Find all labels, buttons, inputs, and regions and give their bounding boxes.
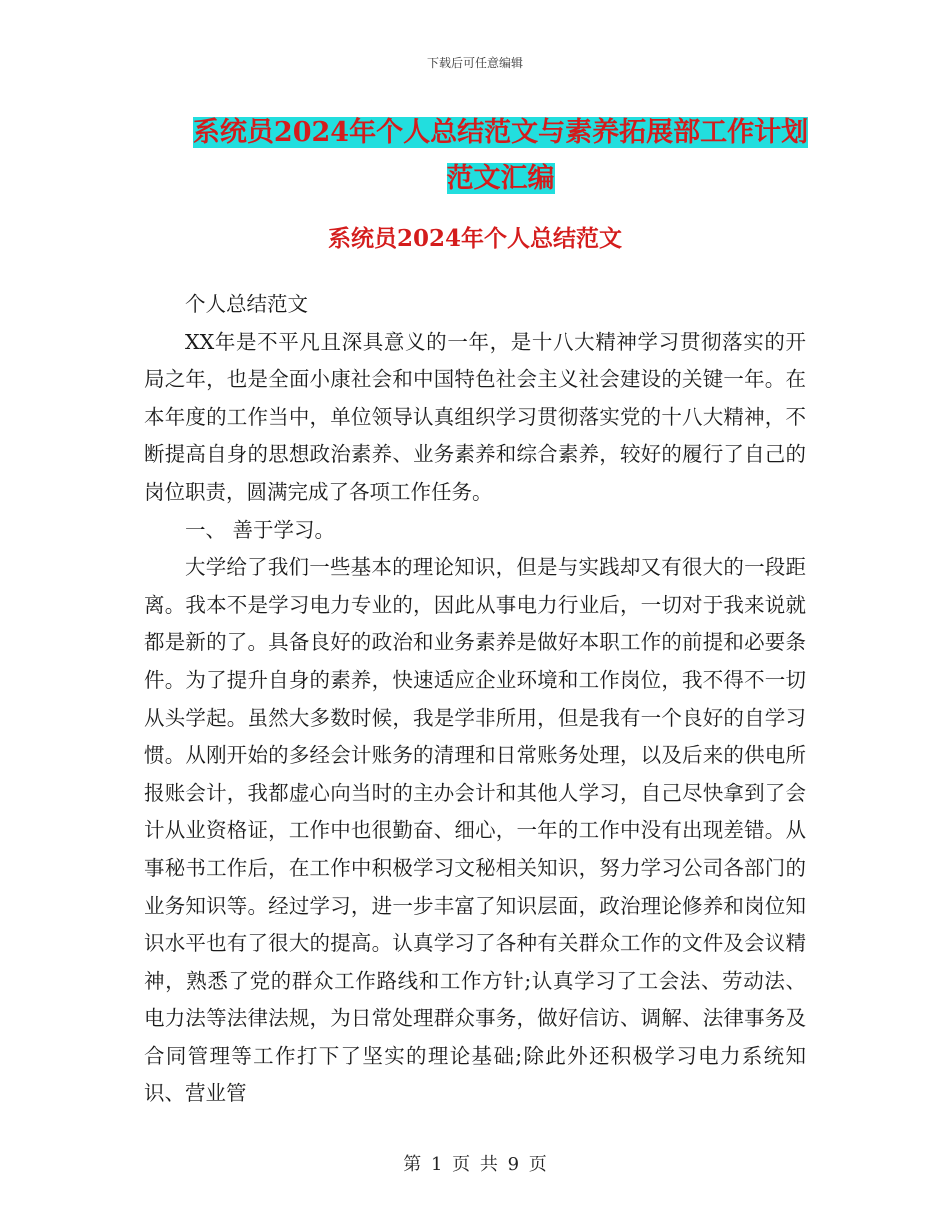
paragraph: XX年是不平凡且深具意义的一年，是十八大精神学习贯彻落实的开局之年，也是全面小康社会和中国特色社会主义社会建设的关键一年。在本年度的工作当中，单位领导认真组织学习贯彻落实党的十八大精神，不断提高自身的思想政治素养、业务素养和综合素养，较好的履行了自己的岗位职责，圆满完成了各项工作任务。 [144,329,806,504]
paragraph: 大学给了我们一些基本的理论知识，但是与实践却又有很大的一段距离。我本不是学习电力专业的，因此从事电力行业后，一切对于我来说就都是新的了。具备良好的政治和业务素养是做好本职工作的前提和必要条件。为了提升自身的素养，快速适应企业环境和工作岗位，我不得不一切从头学起。虽然大多数时候，我是学非所用，但是我有一个良好的自学习惯。从刚开始的多经会计账务的清理和日常账务处理，以及后来的供电所报账会计，我都虚心向当时的主办会计和其他人学习，自己尽快拿到了会计从业资格证，工作中也很勤奋、细心，一年的工作中没有出现差错。从事秘书工作后，在工作中积极学习文秘相关知识，努力学习公司各部门的业务知识等。经过学习，进一步丰富了知识层面，政治理论修养和岗位知识水平也有了很大的提高。认真学习了各种有关群众工作的文件及会议精神，熟悉了党的群众工作路线和工作方针;认真学习了工会法、劳动法、电力法等法律法规，为日常处理群众事务，做好信访、调解、法律事务及合同管理等工作打下了坚实的理论基础;除此外还积极学习电力系统知识、营业管 [144,555,806,1106]
document-title-text: 系统员2024年个人总结范文与素养拓展部工作计划范文汇编 [192,117,809,194]
paragraph: 一、 善于学习。 [185,517,336,542]
page-number-footer: 第 1 页 共 9 页 [403,1154,547,1175]
document-body [144,286,806,1113]
paragraph: 个人总结范文 [185,292,308,316]
header-note: 下载后可任意编辑 [426,56,523,70]
document-title [188,110,813,202]
section-title: 系统员2024年个人总结范文 [327,225,622,252]
